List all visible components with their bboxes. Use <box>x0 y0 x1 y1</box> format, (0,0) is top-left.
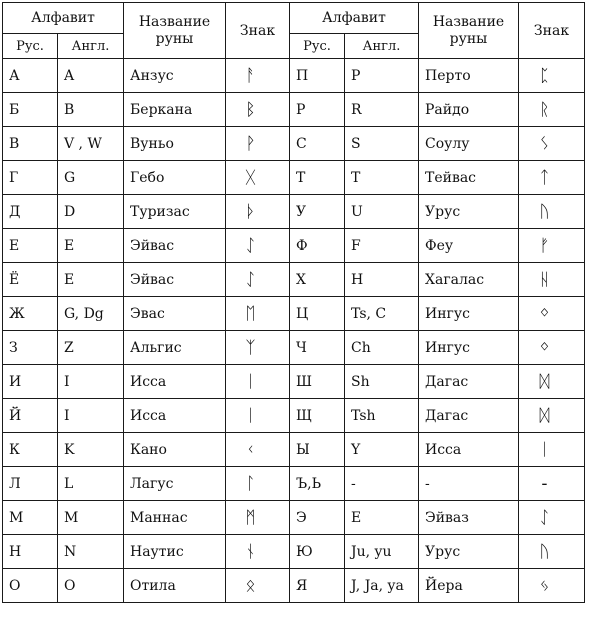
rus-cell: И <box>3 365 58 399</box>
rune-sign-icon: ᛚ <box>226 467 290 501</box>
name-cell: Райдо <box>419 93 519 127</box>
name-cell: Маннас <box>124 501 226 535</box>
table-row <box>3 365 585 399</box>
eng-cell: T <box>345 161 419 195</box>
rune-sign-icon: ᛇ <box>519 501 585 535</box>
rus-cell: Г <box>3 161 58 195</box>
eng-cell: - <box>345 467 419 501</box>
rus-cell: Ц <box>290 297 345 331</box>
eng-header-left: Англ. <box>58 34 124 59</box>
table-row <box>3 195 585 229</box>
sign-header-left: Знак <box>226 3 290 59</box>
eng-cell: S <box>345 127 419 161</box>
name-cell: Исса <box>124 365 226 399</box>
rus-header-left: Рус. <box>3 34 58 59</box>
name-cell: Эйвас <box>124 229 226 263</box>
rus-cell: П <box>290 59 345 93</box>
rus-cell: А <box>3 59 58 93</box>
eng-cell: E <box>345 501 419 535</box>
eng-cell: V , W <box>58 127 124 161</box>
rune-sign-icon: ᛏ <box>519 161 585 195</box>
rus-cell: Р <box>290 93 345 127</box>
rune-sign-icon: ᛃ <box>519 569 585 603</box>
name-cell: Хагалас <box>419 263 519 297</box>
name-cell: Анзус <box>124 59 226 93</box>
rune-sign-icon: ᛖ <box>226 297 290 331</box>
table-row <box>3 59 585 93</box>
rune-sign-icon: ᛁ <box>226 365 290 399</box>
eng-cell: U <box>345 195 419 229</box>
table-row <box>3 399 585 433</box>
rus-cell: М <box>3 501 58 535</box>
table-row <box>3 161 585 195</box>
rus-cell: Ф <box>290 229 345 263</box>
name-cell: Феу <box>419 229 519 263</box>
rus-cell: Ю <box>290 535 345 569</box>
table-row <box>3 331 585 365</box>
eng-cell: B <box>58 93 124 127</box>
name-cell: Лагус <box>124 467 226 501</box>
name-cell: Гебо <box>124 161 226 195</box>
alphabet-header-left: Алфавит <box>3 3 124 34</box>
name-cell: Эйвас <box>124 263 226 297</box>
rune-name-header-left: Название руны <box>124 3 226 59</box>
rus-cell: Э <box>290 501 345 535</box>
rune-sign-icon: ᚢ <box>519 535 585 569</box>
rune-sign-icon: ᛁ <box>519 433 585 467</box>
eng-cell: Sh <box>345 365 419 399</box>
rune-sign-icon: ᛈ <box>519 59 585 93</box>
rus-cell: Ы <box>290 433 345 467</box>
rune-sign-icon: ᛜ <box>519 331 585 365</box>
rune-sign-icon: ᛞ <box>519 399 585 433</box>
rus-cell: Е <box>3 229 58 263</box>
name-cell: Кано <box>124 433 226 467</box>
rune-sign-icon: ᚨ <box>226 59 290 93</box>
eng-cell: Y <box>345 433 419 467</box>
rune-sign-icon: ᛁ <box>226 399 290 433</box>
rus-cell: К <box>3 433 58 467</box>
name-cell: Альгис <box>124 331 226 365</box>
eng-cell: E <box>58 263 124 297</box>
name-cell: Тейвас <box>419 161 519 195</box>
name-cell: Соулу <box>419 127 519 161</box>
rune-sign-icon: ᛜ <box>519 297 585 331</box>
name-cell: Эйваз <box>419 501 519 535</box>
rune-sign-icon: ᛇ <box>226 229 290 263</box>
rus-cell: В <box>3 127 58 161</box>
eng-cell: K <box>58 433 124 467</box>
rus-cell: Т <box>290 161 345 195</box>
eng-cell: D <box>58 195 124 229</box>
eng-cell: Z <box>58 331 124 365</box>
table-row <box>3 467 585 501</box>
name-cell: Вуньо <box>124 127 226 161</box>
table-row <box>3 535 585 569</box>
table-row <box>3 569 585 603</box>
rune-alphabet-table <box>2 2 585 603</box>
eng-cell: A <box>58 59 124 93</box>
eng-cell: F <box>345 229 419 263</box>
eng-cell: G, Dg <box>58 297 124 331</box>
name-cell: Урус <box>419 195 519 229</box>
rune-sign-icon: ᚹ <box>226 127 290 161</box>
name-cell: Дагас <box>419 365 519 399</box>
name-cell: Ингус <box>419 331 519 365</box>
eng-cell: Ch <box>345 331 419 365</box>
name-cell: - <box>419 467 519 501</box>
rus-cell: Й <box>3 399 58 433</box>
rus-cell: Л <box>3 467 58 501</box>
name-cell: Перто <box>419 59 519 93</box>
rus-cell: Щ <box>290 399 345 433</box>
eng-cell: R <box>345 93 419 127</box>
eng-cell: G <box>58 161 124 195</box>
sign-header-right: Знак <box>519 3 585 59</box>
rus-cell: Я <box>290 569 345 603</box>
rus-cell: Б <box>3 93 58 127</box>
name-cell: Беркана <box>124 93 226 127</box>
eng-cell: P <box>345 59 419 93</box>
name-cell: Наутис <box>124 535 226 569</box>
rus-cell: З <box>3 331 58 365</box>
rune-sign-icon: ᚺ <box>519 263 585 297</box>
rus-cell: О <box>3 569 58 603</box>
rune-sign-icon: ᛇ <box>226 263 290 297</box>
table-row <box>3 127 585 161</box>
table-row <box>3 93 585 127</box>
eng-cell: Tsh <box>345 399 419 433</box>
eng-cell: N <box>58 535 124 569</box>
rune-sign-icon: ᚱ <box>519 93 585 127</box>
rune-name-header-right: Название руны <box>419 3 519 59</box>
rus-cell: Д <box>3 195 58 229</box>
name-cell: Отила <box>124 569 226 603</box>
table-row <box>3 433 585 467</box>
rus-cell: Ч <box>290 331 345 365</box>
rune-sign-icon: ᚢ <box>519 195 585 229</box>
rune-sign-icon: ᛊ <box>519 127 585 161</box>
eng-cell: L <box>58 467 124 501</box>
rus-cell: Ш <box>290 365 345 399</box>
rus-cell: Ъ,Ь <box>290 467 345 501</box>
name-cell: Урус <box>419 535 519 569</box>
rune-sign-icon: ᚷ <box>226 161 290 195</box>
name-cell: Дагас <box>419 399 519 433</box>
header-row <box>3 3 585 34</box>
rune-sign-icon: ᛉ <box>226 331 290 365</box>
rus-cell: Ё <box>3 263 58 297</box>
table-row <box>3 263 585 297</box>
eng-cell: I <box>58 365 124 399</box>
rune-sign-icon: ᛗ <box>226 501 290 535</box>
rune-sign-icon: ᚲ <box>226 433 290 467</box>
alphabet-header-right: Алфавит <box>290 3 419 34</box>
rus-cell: У <box>290 195 345 229</box>
rune-sign-icon: ᚾ <box>226 535 290 569</box>
eng-cell: H <box>345 263 419 297</box>
name-cell: Ингус <box>419 297 519 331</box>
rune-sign-icon: ᚠ <box>519 229 585 263</box>
rus-cell: Н <box>3 535 58 569</box>
eng-cell: M <box>58 501 124 535</box>
rune-sign-icon: ᛟ <box>226 569 290 603</box>
rus-header-right: Рус. <box>290 34 345 59</box>
eng-cell: O <box>58 569 124 603</box>
name-cell: Йера <box>419 569 519 603</box>
name-cell: Туризас <box>124 195 226 229</box>
rus-cell: Ж <box>3 297 58 331</box>
eng-cell: Ts, C <box>345 297 419 331</box>
table-row <box>3 501 585 535</box>
name-cell: Исса <box>124 399 226 433</box>
rune-sign-icon: ᛞ <box>519 365 585 399</box>
table-row <box>3 297 585 331</box>
table-row <box>3 229 585 263</box>
name-cell: Эвас <box>124 297 226 331</box>
eng-cell: J, Ja, ya <box>345 569 419 603</box>
eng-cell: I <box>58 399 124 433</box>
name-cell: Исса <box>419 433 519 467</box>
rune-sign-icon: - <box>519 467 585 501</box>
rus-cell: Х <box>290 263 345 297</box>
eng-header-right: Англ. <box>345 34 419 59</box>
rune-sign-icon: ᛒ <box>226 93 290 127</box>
rune-sign-icon: ᚦ <box>226 195 290 229</box>
eng-cell: E <box>58 229 124 263</box>
eng-cell: Ju, yu <box>345 535 419 569</box>
rus-cell: С <box>290 127 345 161</box>
